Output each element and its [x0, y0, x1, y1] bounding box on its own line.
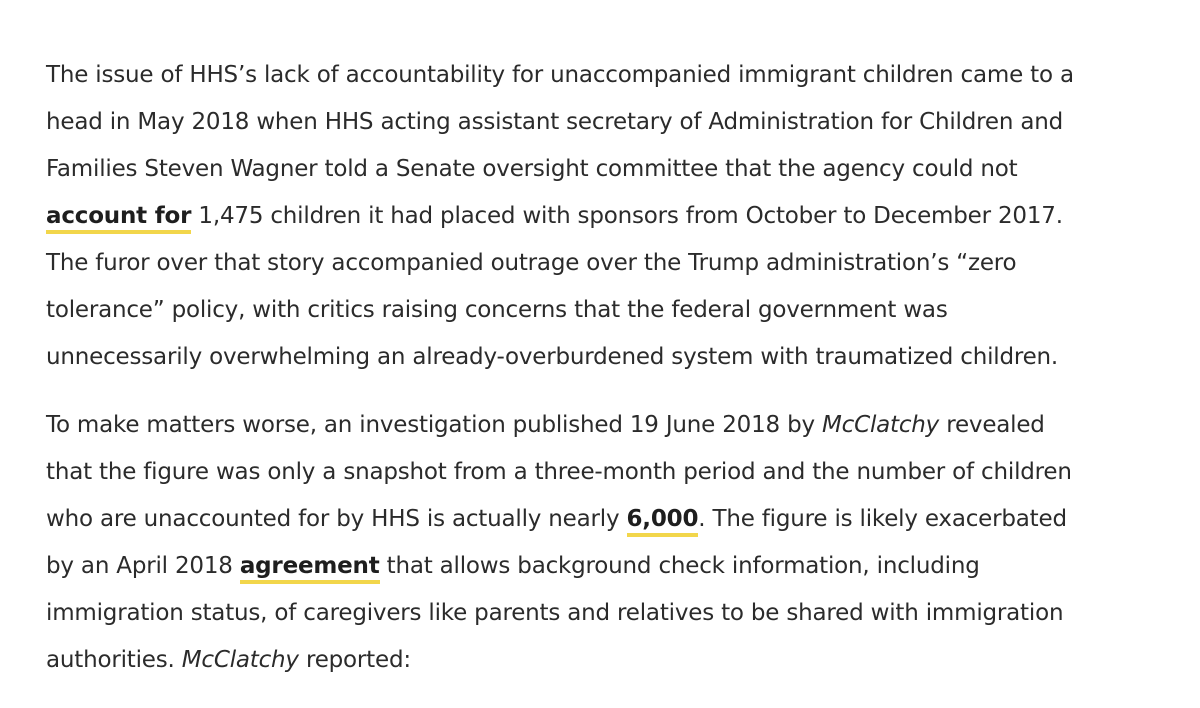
paragraph-2-line-4-text: by an April 2018: [46, 553, 240, 579]
paragraph-1: [46, 52, 1166, 381]
paragraph-2-line-3: [46, 496, 1166, 543]
paragraph-2-line-3-tail: . The figure is likely exacerbated: [698, 506, 1067, 532]
paragraph-1-line-4: [46, 193, 1166, 240]
paragraph-2: [46, 402, 1166, 684]
paragraph-2-line-6-tail: reported:: [298, 647, 411, 673]
paragraph-1-line-5: The furor over that story accompanied outrage over the Trump administration’s “zero: [46, 250, 1017, 276]
paragraph-1-line-3: Families Steven Wagner told a Senate oversight committee that the agency could not: [46, 156, 1018, 182]
paragraph-2-line-1: [46, 402, 1166, 449]
paragraph-2-line-1-text: To make matters worse, an investigation published 19 June 2018 by: [46, 412, 822, 438]
paragraph-1-line-6: tolerance” policy, with critics raising concerns that the federal government was: [46, 297, 948, 323]
paragraph-2-line-4: [46, 543, 1166, 590]
paragraph-2-line-5: immigration status, of caregivers like parents and relatives to be shared with immigration: [46, 600, 1064, 626]
mcclatchy-publication-name-2: McClatchy: [181, 647, 299, 673]
paragraph-2-line-1-tail: revealed: [939, 412, 1045, 438]
article-body: [46, 52, 1166, 684]
mcclatchy-publication-name: McClatchy: [822, 412, 940, 438]
paragraph-1-line-4-text: 1,475 children it had placed with sponsors from October to December 2017.: [191, 203, 1063, 229]
paragraph-1-line-1: The issue of HHS’s lack of accountability for unaccompanied immigrant children came to a: [46, 62, 1074, 88]
paragraph-2-line-6-text: authorities.: [46, 647, 182, 673]
paragraph-2-line-6: [46, 637, 1166, 684]
account-for-link[interactable]: account for: [46, 203, 191, 234]
six-thousand-link[interactable]: 6,000: [627, 506, 699, 537]
paragraph-1-line-2: head in May 2018 when HHS acting assistant secretary of Administration for Children and: [46, 109, 1064, 135]
paragraph-2-line-2: that the figure was only a snapshot from a three-month period and the number of children: [46, 459, 1072, 485]
agreement-link[interactable]: agreement: [240, 553, 380, 584]
paragraph-2-line-3-text: who are unaccounted for by HHS is actually nearly: [46, 506, 627, 532]
paragraph-2-line-4-tail: that allows background check information, including: [379, 553, 980, 579]
paragraph-1-line-7: unnecessarily overwhelming an already-overburdened system with traumatized children.: [46, 344, 1059, 370]
